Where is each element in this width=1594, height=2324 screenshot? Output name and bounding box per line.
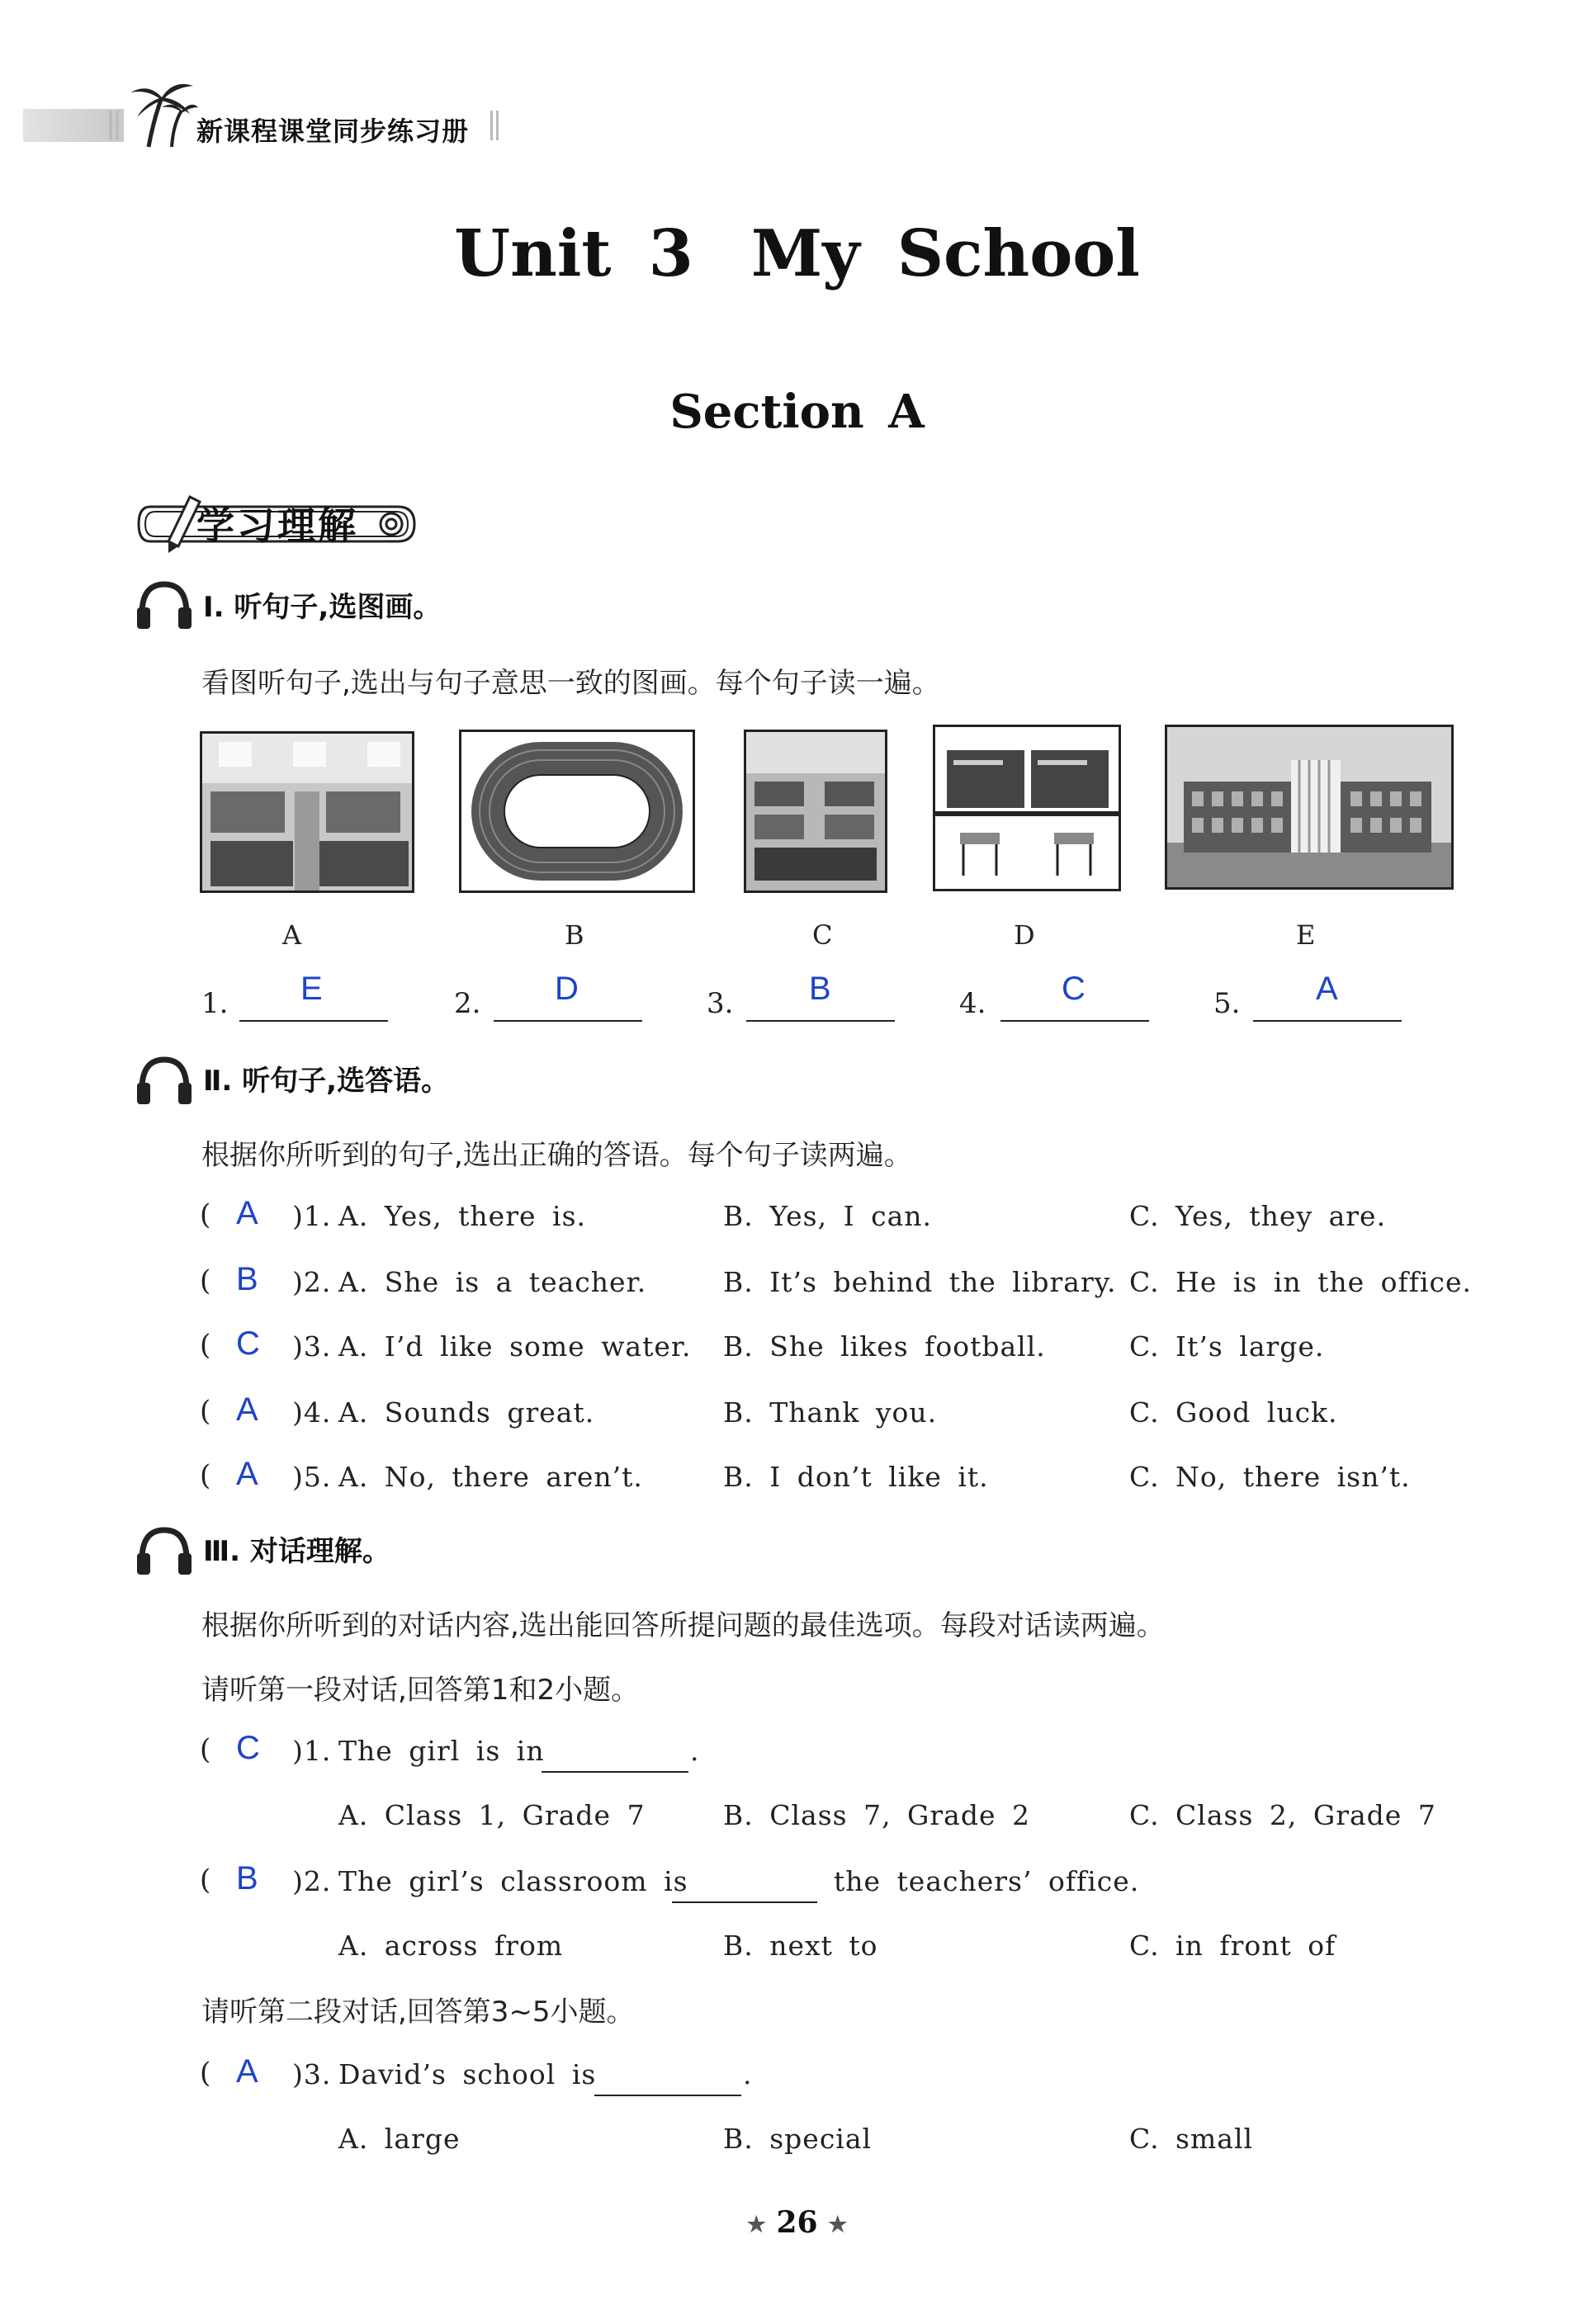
open-paren: ( bbox=[200, 1733, 211, 1766]
answer-blank[interactable] bbox=[672, 1860, 817, 1903]
answer-value: C bbox=[1062, 971, 1086, 1007]
header-decor-tick bbox=[116, 111, 119, 140]
option-a: A. Sounds great. bbox=[338, 1396, 595, 1429]
section-title: Section A bbox=[669, 385, 925, 439]
library-reading-room-icon bbox=[746, 732, 885, 890]
answer-value: A bbox=[236, 2053, 258, 2090]
picture-c bbox=[744, 730, 887, 893]
option-c: C. small bbox=[1129, 2123, 1254, 2155]
header-decor-tick bbox=[490, 111, 493, 140]
header-decor-tick bbox=[109, 111, 112, 140]
question-number: )5. bbox=[292, 1461, 332, 1493]
option-c: C. Good luck. bbox=[1129, 1396, 1338, 1429]
open-paren: ( bbox=[200, 1198, 211, 1231]
option-a: A. Class 1, Grade 7 bbox=[338, 1799, 646, 1831]
option-a: A. No, there aren’t. bbox=[338, 1461, 643, 1493]
option-b: B. It’s behind the library. bbox=[723, 1266, 1117, 1298]
part3-heading: Ⅲ. 对话理解。 bbox=[203, 1535, 390, 1568]
option-c: C. It’s large. bbox=[1129, 1330, 1325, 1363]
unit-name: My School bbox=[750, 216, 1140, 291]
picture-b bbox=[459, 730, 695, 893]
question-number: )3. bbox=[292, 2058, 332, 2090]
answer-value: B bbox=[236, 1860, 258, 1897]
answer-blank[interactable] bbox=[594, 2053, 741, 2096]
answer-number: 2. bbox=[454, 987, 481, 1020]
option-a: A. I’d like some water. bbox=[338, 1330, 692, 1363]
answer-value: A bbox=[236, 1456, 258, 1492]
unit-number: Unit 3 bbox=[454, 216, 693, 291]
open-paren: ( bbox=[200, 1863, 211, 1897]
question-number: )1. bbox=[292, 1735, 332, 1767]
open-paren: ( bbox=[200, 1329, 211, 1362]
answer-value: B bbox=[809, 971, 831, 1007]
open-paren: ( bbox=[200, 1395, 211, 1428]
option-a: A. across from bbox=[338, 1930, 564, 1962]
question-stem-end: . bbox=[743, 2058, 753, 2090]
option-c: C. He is in the office. bbox=[1129, 1266, 1473, 1298]
question-number: )4. bbox=[292, 1396, 332, 1429]
unit-title bbox=[0, 216, 1594, 291]
series-title: 新课程课堂同步练习册 bbox=[196, 116, 470, 147]
classroom-icon bbox=[935, 727, 1119, 889]
picture-label: E bbox=[1296, 919, 1316, 951]
part2-instruction: 根据你所听到的句子,选出正确的答语。每个句子读两遍。 bbox=[201, 1139, 912, 1172]
banner-label: 学习理解 bbox=[196, 503, 358, 548]
option-a: A. Yes, there is. bbox=[338, 1200, 586, 1232]
headphones-icon bbox=[134, 578, 195, 631]
question-number: )2. bbox=[292, 1865, 332, 1897]
open-paren: ( bbox=[200, 1264, 211, 1297]
option-c: C. No, there isn’t. bbox=[1129, 1461, 1411, 1493]
part1-instruction: 看图听句子,选出与句子意思一致的图画。每个句子读一遍。 bbox=[201, 667, 940, 700]
option-b: B. Class 7, Grade 2 bbox=[723, 1799, 1030, 1831]
dialog1-instruction: 请听第一段对话,回答第1和2小题。 bbox=[201, 1674, 640, 1707]
open-paren: ( bbox=[200, 1459, 211, 1492]
page-number bbox=[0, 2205, 1594, 2240]
running-track-icon bbox=[461, 732, 693, 890]
headphones-icon bbox=[134, 1053, 195, 1106]
answer-value: E bbox=[300, 971, 323, 1007]
question-stem: The girl is in bbox=[338, 1735, 545, 1767]
star-icon: ★ bbox=[746, 2213, 766, 2237]
picture-label: D bbox=[1014, 919, 1035, 951]
answer-blank[interactable] bbox=[542, 1730, 688, 1773]
question-stem-end: the teachers’ office. bbox=[834, 1865, 1140, 1897]
star-icon: ★ bbox=[828, 2213, 848, 2237]
answer-value: B bbox=[236, 1261, 258, 1297]
answer-value: A bbox=[236, 1391, 258, 1428]
answer-value: A bbox=[236, 1195, 258, 1231]
picture-label: B bbox=[565, 919, 584, 951]
option-b: B. next to bbox=[723, 1930, 878, 1962]
question-number: )3. bbox=[292, 1330, 332, 1363]
header-decor-tick bbox=[496, 111, 499, 140]
picture-label: A bbox=[282, 919, 302, 951]
question-stem: The girl’s classroom is bbox=[338, 1865, 688, 1897]
option-b: B. I don’t like it. bbox=[723, 1461, 989, 1493]
option-c: C. Class 2, Grade 7 bbox=[1129, 1799, 1436, 1831]
option-b: B. Thank you. bbox=[723, 1396, 938, 1429]
dialog2-instruction: 请听第二段对话,回答第3~5小题。 bbox=[201, 1996, 635, 2029]
question-stem: David’s school is bbox=[338, 2058, 597, 2090]
answer-number: 4. bbox=[959, 987, 986, 1020]
option-a: A. large bbox=[338, 2123, 461, 2155]
part1-heading: Ⅰ. 听句子,选图画。 bbox=[203, 591, 442, 624]
option-c: C. in front of bbox=[1129, 1930, 1336, 1962]
answer-number: 3. bbox=[707, 987, 734, 1020]
picture-e bbox=[1165, 725, 1454, 890]
answer-value: C bbox=[236, 1325, 260, 1362]
question-stem-end: . bbox=[690, 1735, 700, 1767]
computer-room-photo-icon bbox=[202, 734, 412, 890]
open-paren: ( bbox=[200, 2057, 211, 2090]
headphones-icon bbox=[134, 1523, 195, 1576]
answer-value: C bbox=[236, 1730, 260, 1766]
option-a: A. She is a teacher. bbox=[338, 1266, 647, 1298]
answer-number: 5. bbox=[1213, 987, 1241, 1020]
answer-number: 1. bbox=[201, 987, 229, 1020]
part3-instruction: 根据你所听到的对话内容,选出能回答所提问题的最佳选项。每段对话读两遍。 bbox=[201, 1609, 1165, 1642]
answer-value: A bbox=[1316, 971, 1338, 1007]
option-b: B. She likes football. bbox=[723, 1330, 1046, 1363]
question-number: )1. bbox=[292, 1200, 332, 1232]
option-c: C. Yes, they are. bbox=[1129, 1200, 1387, 1232]
picture-label: C bbox=[812, 919, 833, 951]
question-number: )2. bbox=[292, 1266, 332, 1298]
page-number-value: 26 bbox=[776, 2205, 818, 2240]
school-building-icon bbox=[1167, 727, 1451, 887]
part2-heading: Ⅱ. 听句子,选答语。 bbox=[203, 1065, 450, 1098]
picture-d bbox=[933, 725, 1121, 891]
picture-a bbox=[200, 731, 414, 893]
palm-tree-icon bbox=[124, 74, 198, 152]
option-b: B. Yes, I can. bbox=[723, 1200, 933, 1232]
answer-value: D bbox=[555, 971, 579, 1007]
option-b: B. special bbox=[723, 2123, 873, 2155]
